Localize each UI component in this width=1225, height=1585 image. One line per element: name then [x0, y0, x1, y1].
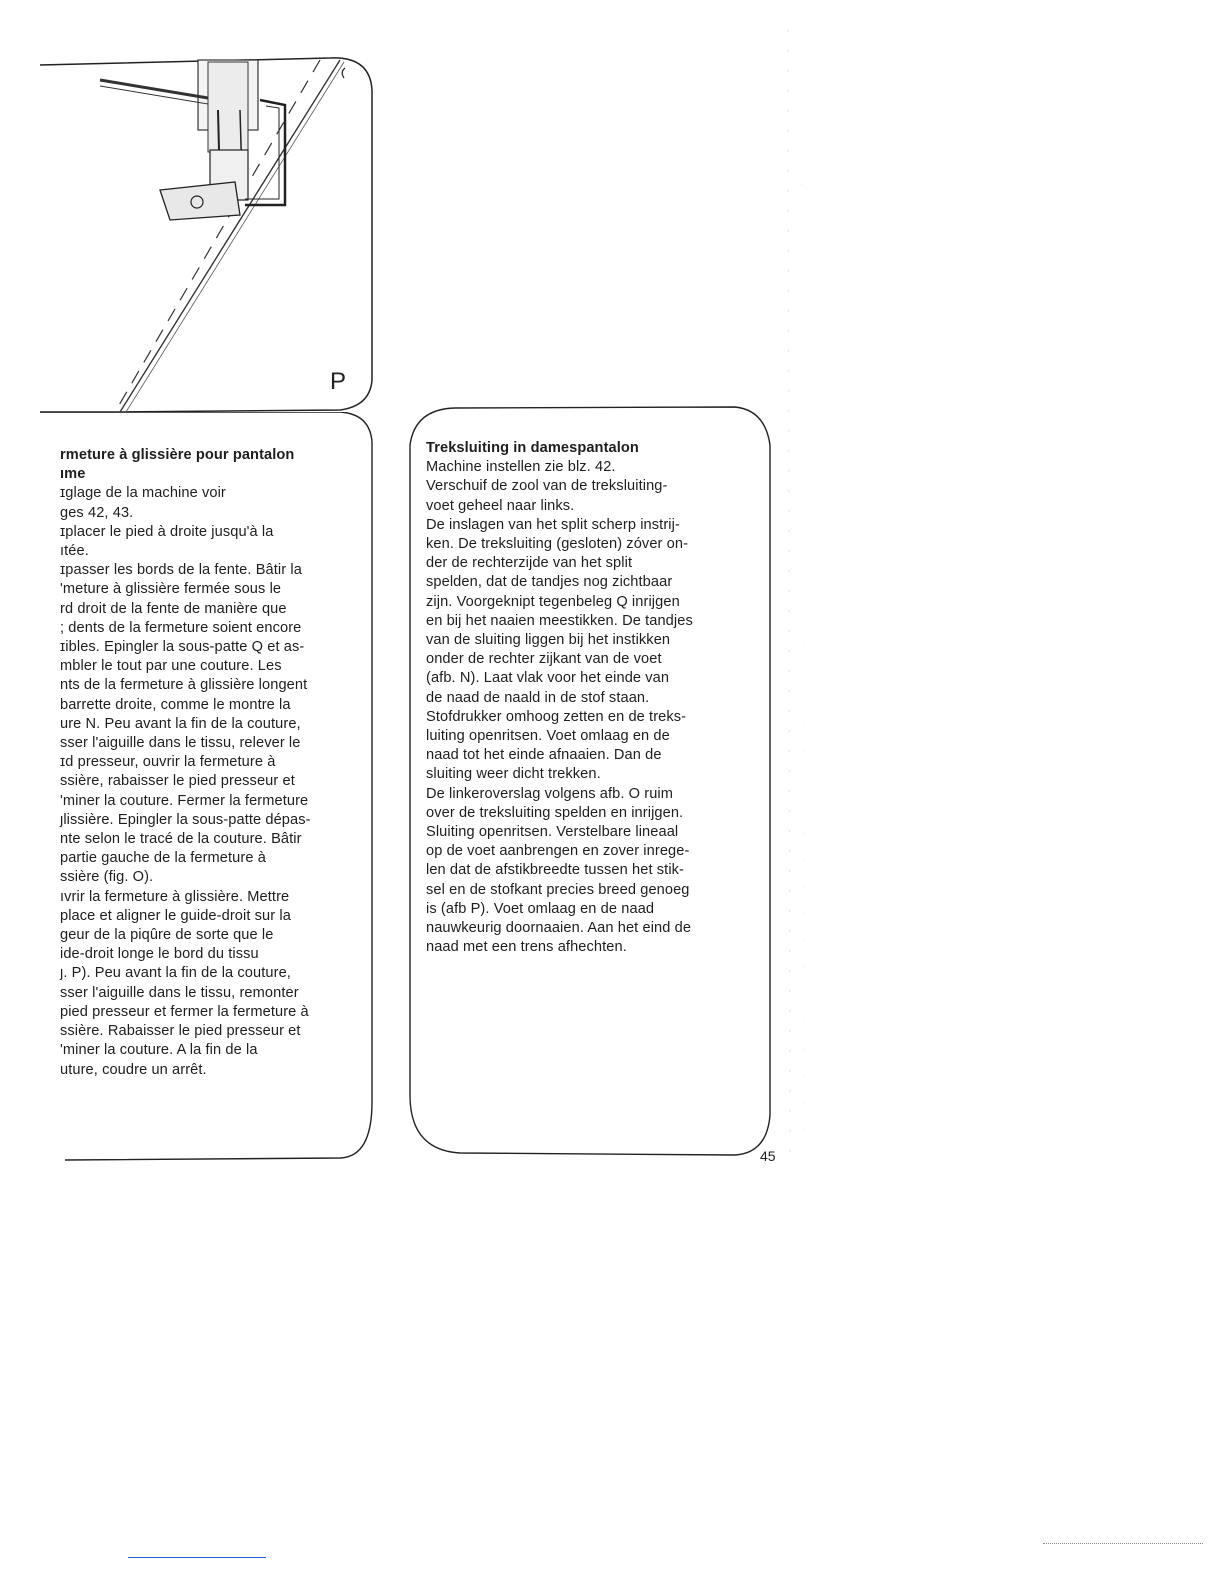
right-text-line: en bij het naaien meestikken. De tandjes — [426, 612, 693, 629]
left-text-line: sser l'aiguille dans le tissu, remonter — [60, 984, 299, 1001]
right-text-line: ken. De treksluiting (gesloten) zóver on- — [426, 536, 689, 553]
right-text-line: de naad de naald in de stof staan. — [426, 689, 650, 706]
right-text-line: onder de rechter zijkant van de voet — [426, 651, 662, 668]
left-text-line: ure N. Peu avant la fin de la couture, — [60, 715, 301, 732]
right-text-line: De linkeroverslag volgens afb. O ruim — [426, 785, 674, 802]
right-text-line: len dat de afstikbreedte tussen het stik- — [426, 862, 685, 879]
left-text-line: ɪibles. Epingler la sous-patte Q et as- — [60, 639, 305, 656]
left-text-line: ıtée. — [60, 543, 89, 560]
right-text-line: luiting openritsen. Voet omlaag en de — [426, 728, 670, 745]
left-text-line: ; dents de la fermeture soient encore — [60, 619, 302, 636]
figure-label: P — [330, 368, 347, 395]
left-text-line: uture, coudre un arrêt. — [60, 1061, 207, 1078]
left-heading-line: rmeture à glissière pour pantalon — [60, 447, 295, 463]
left-text-line: geur de la piqûre de sorte que le — [60, 927, 274, 944]
left-text-line: ɪpasser les bords de la fente. Bâtir la — [60, 562, 302, 579]
left-text-line: place et aligner le guide-droit sur la — [60, 907, 291, 924]
right-text-line: over de treksluiting spelden en inrijgen. — [426, 804, 684, 821]
left-text-line: ssière, rabaisser le pied presseur et — [60, 773, 295, 790]
left-text-line: ges 42, 43. — [60, 504, 134, 521]
left-text-line: 'miner la couture. Fermer la fermeture — [60, 792, 309, 809]
left-text-line: nts de la fermeture à glissière longent — [60, 677, 308, 694]
left-text-line: ssière. Rabaisser le pied presseur et — [60, 1023, 301, 1040]
right-text-line: Verschuif de zool van de treksluiting- — [426, 478, 668, 495]
right-text-line: der de rechterzijde van het split — [426, 555, 633, 572]
left-text-line: partie gauche de la fermeture à — [60, 850, 266, 867]
left-text-line: ɪglage de la machine voir — [60, 485, 226, 502]
right-text-line: Sluiting openritsen. Verstelbare lineaal — [426, 824, 679, 841]
left-text-line: ssière (fig. O). — [60, 869, 154, 886]
bottom-rule — [128, 1557, 266, 1558]
right-text-line: is (afb P). Voet omlaag en de naad — [426, 900, 655, 917]
right-text-line: De inslagen van het split scherp instrij- — [426, 516, 680, 533]
right-text-line: op de voet aanbrengen en zover inrege- — [426, 843, 690, 860]
left-text-line: ide-droit longe le bord du tissu — [60, 946, 259, 963]
left-text-line: barrette droite, comme le montre la — [60, 696, 291, 713]
left-text-line: 'meture à glissière fermée sous le — [60, 581, 282, 598]
left-text-line: ɪplacer le pied à droite jusqu'à la — [60, 523, 274, 540]
left-text-line: ȷlissière. Epingler la sous-patte dépas- — [60, 811, 311, 828]
left-column-text — [60, 446, 360, 1080]
scan-speckles — [780, 30, 820, 1160]
bottom-right-mark — [1043, 1543, 1203, 1545]
right-text-line: spelden, dat de tandjes nog zichtbaar — [426, 574, 673, 591]
right-text-line: van de sluiting liggen bij het instikken — [426, 632, 671, 649]
right-heading: Treksluiting in damespantalon — [426, 440, 639, 456]
left-text-line: ıvrir la fermeture à glissière. Mettre — [60, 888, 290, 905]
right-text-line: sel en de stofkant precies breed genoeg — [426, 881, 690, 898]
right-text-line: voet geheel naar links. — [426, 497, 575, 514]
left-text-line: mbler le tout par une couture. Les — [60, 658, 282, 675]
left-text-line: pied presseur et fermer la fermeture à — [60, 1003, 309, 1020]
left-heading-line: ıme — [60, 466, 86, 483]
right-text-line: Stofdrukker omhoog zetten en de treks- — [426, 708, 687, 725]
left-text-line: ȷ. P). Peu avant la fin de la couture, — [60, 965, 291, 982]
right-text-line: naad tot het einde afnaaien. Dan de — [426, 747, 662, 764]
left-text-line: nte selon le tracé de la couture. Bâtir — [60, 831, 302, 848]
right-text-line: (afb. N). Laat vlak voor het einde van — [426, 670, 670, 687]
left-text-line: rd droit de la fente de manière que — [60, 600, 287, 617]
right-text-line: Machine instellen zie blz. 42. — [426, 459, 616, 476]
sewing-foot-illustration — [40, 50, 380, 420]
left-text-line: ɪd presseur, ouvrir la fermeture à — [60, 754, 276, 771]
right-text-line: naad met een trens afhechten. — [426, 939, 627, 956]
page-number: 45 — [760, 1148, 776, 1164]
left-text-line: 'miner la couture. A la fin de la — [60, 1042, 258, 1059]
right-text-line: sluiting weer dicht trekken. — [426, 766, 601, 783]
right-column-text — [426, 439, 766, 957]
right-text-line: nauwkeurig doornaaien. Aan het eind de — [426, 920, 692, 937]
left-text-line: sser l'aiguille dans le tissu, relever le — [60, 735, 301, 752]
right-text-line: zijn. Voorgeknipt tegenbeleg Q inrijgen — [426, 593, 680, 610]
